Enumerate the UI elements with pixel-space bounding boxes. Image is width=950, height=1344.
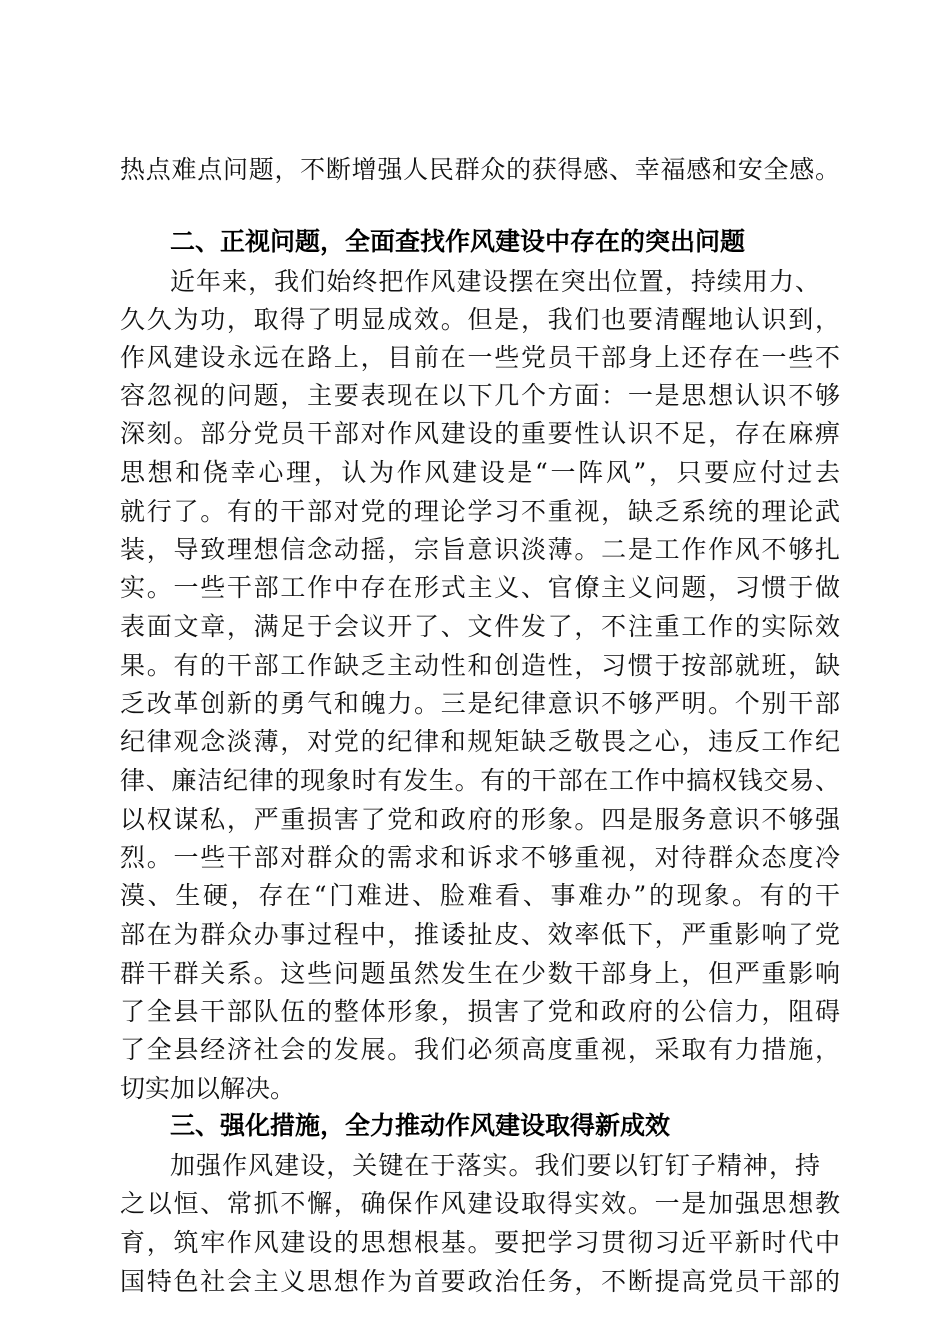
paragraph-line: 表面文章，满足于会议开了、文件发了，不注重工作的实际效 [120,612,840,641]
paragraph-line: 近年来，我们始终把作风建设摆在突出位置，持续用力、 [170,267,820,296]
paragraph-line: 育，筑牢作风建设的思想根基。要把学习贯彻习近平新时代中 [120,1228,840,1257]
paragraph-line: 烈。一些干部对群众的需求和诉求不够重视，对待群众态度冷 [120,843,840,872]
paragraph-line: 果。有的干部工作缺乏主动性和创造性，习惯于按部就班，缺 [120,651,840,680]
paragraph-line: 了全县干部队伍的整体形象，损害了党和政府的公信力，阻碍 [120,997,840,1026]
paragraph-line: 律、廉洁纪律的现象时有发生。有的干部在工作中搞权钱交易、 [120,766,840,795]
paragraph-line: 了全县经济社会的发展。我们必须高度重视，采取有力措施， [120,1035,840,1064]
paragraph-line: 实。一些干部工作中存在形式主义、官僚主义问题，习惯于做 [120,573,840,602]
paragraph-line: 国特色社会主义思想作为首要政治任务，不断提高党员干部的 [120,1267,840,1296]
paragraph-line: 加强作风建设，关键在于落实。我们要以钉钉子精神，持 [170,1151,820,1180]
paragraph-line: 装，导致理想信念动摇，宗旨意识淡薄。二是工作作风不够扎 [120,535,840,564]
section-heading-2: 二、正视问题，全面查找作风建设中存在的突出问题 [170,227,746,256]
paragraph-line: 群干群关系。这些问题虽然发生在少数干部身上，但严重影响 [120,959,840,988]
paragraph-line: 纪律观念淡薄，对党的纪律和规矩缺乏敬畏之心，违反工作纪 [120,727,840,756]
paragraph-line: 深刻。部分党员干部对作风建设的重要性认识不足，存在麻痹 [120,419,840,448]
paragraph-line: 切实加以解决。 [120,1074,296,1103]
paragraph-line: 作风建设永远在路上，目前在一些党员干部身上还存在一些不 [120,343,840,372]
paragraph-line: 乏改革创新的勇气和魄力。三是纪律意识不够严明。个别干部 [120,689,840,718]
paragraph-line: 容忽视的问题，主要表现在以下几个方面：一是思想认识不够 [120,381,840,410]
paragraph-line: 久久为功，取得了明显成效。但是，我们也要清醒地认识到， [120,305,840,334]
paragraph-line: 部在为群众办事过程中，推诿扯皮、效率低下，严重影响了党 [120,920,840,949]
paragraph-line: 就行了。有的干部对党的理论学习不重视，缺乏系统的理论武 [120,497,840,526]
paragraph-line: 以权谋私，严重损害了党和政府的形象。四是服务意识不够强 [120,805,840,834]
section-heading-3: 三、强化措施，全力推动作风建设取得新成效 [170,1111,671,1140]
paragraph-line: 思想和侥幸心理，认为作风建设是“一阵风”，只要应付过去 [120,458,840,487]
paragraph-line: 之以恒、常抓不懈，确保作风建设取得实效。一是加强思想教 [120,1189,840,1218]
paragraph-line: 热点难点问题，不断增强人民群众的获得感、幸福感和安全感。 [120,155,840,184]
paragraph-line: 漠、生硬，存在“门难进、脸难看、事难办”的现象。有的干 [120,881,840,910]
